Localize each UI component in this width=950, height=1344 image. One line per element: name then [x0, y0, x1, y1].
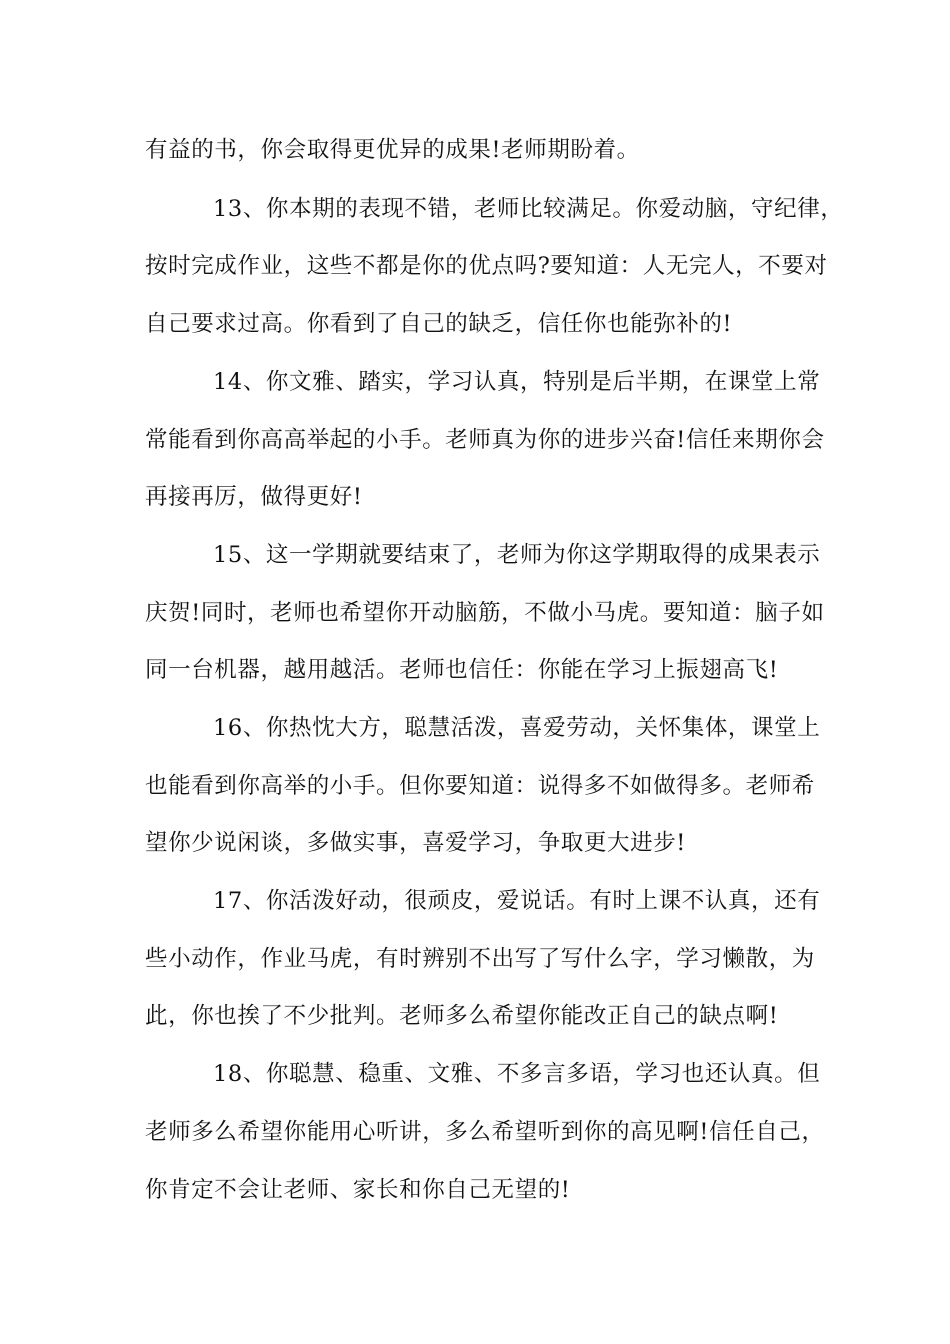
- paragraph-14-line-3: 再接再厉，做得更好!: [145, 484, 363, 510]
- paragraph-18-line-3: 你肯定不会让老师、家长和你自己无望的!: [145, 1177, 571, 1203]
- paragraph-16-line-2: 也能看到你高举的小手。但你要知道：说得多不如做得多。老师希: [145, 773, 815, 799]
- paragraph-15-line-1: 15、这一学期就要结束了，老师为你这学期取得的成果表示: [213, 542, 821, 568]
- paragraph-13-line-1: 13、你本期的表现不错，老师比较满足。你爱动脑，守纪律，: [213, 196, 844, 222]
- paragraph-13-line-2: 按时完成作业，这些不都是你的优点吗?要知道：人无完人，不要对: [145, 253, 828, 279]
- paragraph-18-line-2: 老师多么希望你能用心听讲，多么希望听到你的高见啊!信任自己，: [145, 1119, 825, 1145]
- paragraph-18-line-1: 18、你聪慧、稳重、文雅、不多言多语，学习也还认真。但: [213, 1061, 821, 1087]
- paragraph-15-line-2: 庆贺!同时，老师也希望你开动脑筋，不做小马虎。要知道：脑子如: [145, 600, 825, 626]
- paragraph-14-line-1: 14、你文雅、踏实，学习认真，特别是后半期，在课堂上常: [213, 369, 821, 395]
- paragraph-16-line-1: 16、你热忱大方，聪慧活泼，喜爱劳动，关怀集体，课堂上: [213, 715, 821, 741]
- paragraph-14-line-2: 常能看到你高高举起的小手。老师真为你的进步兴奋!信任来期你会: [145, 427, 825, 453]
- paragraph-17-line-2: 些小动作，作业马虎，有时辨别不出写了写什么字，学习懒散，为: [145, 946, 815, 972]
- paragraph-13-line-3: 自己要求过高。你看到了自己的缺乏，信任你也能弥补的!: [145, 311, 733, 337]
- paragraph-17-line-3: 此，你也挨了不少批判。老师多么希望你能改正自己的缺点啊!: [145, 1003, 779, 1029]
- paragraph-16-line-3: 望你少说闲谈，多做实事，喜爱学习，争取更大进步!: [145, 830, 686, 856]
- text-line-1: 有益的书，你会取得更优异的成果!老师期盼着。: [145, 137, 640, 163]
- paragraph-17-line-1: 17、你活泼好动，很顽皮，爱说话。有时上课不认真，还有: [213, 888, 821, 914]
- paragraph-15-line-3: 同一台机器，越用越活。老师也信任：你能在学习上振翅高飞!: [145, 657, 779, 683]
